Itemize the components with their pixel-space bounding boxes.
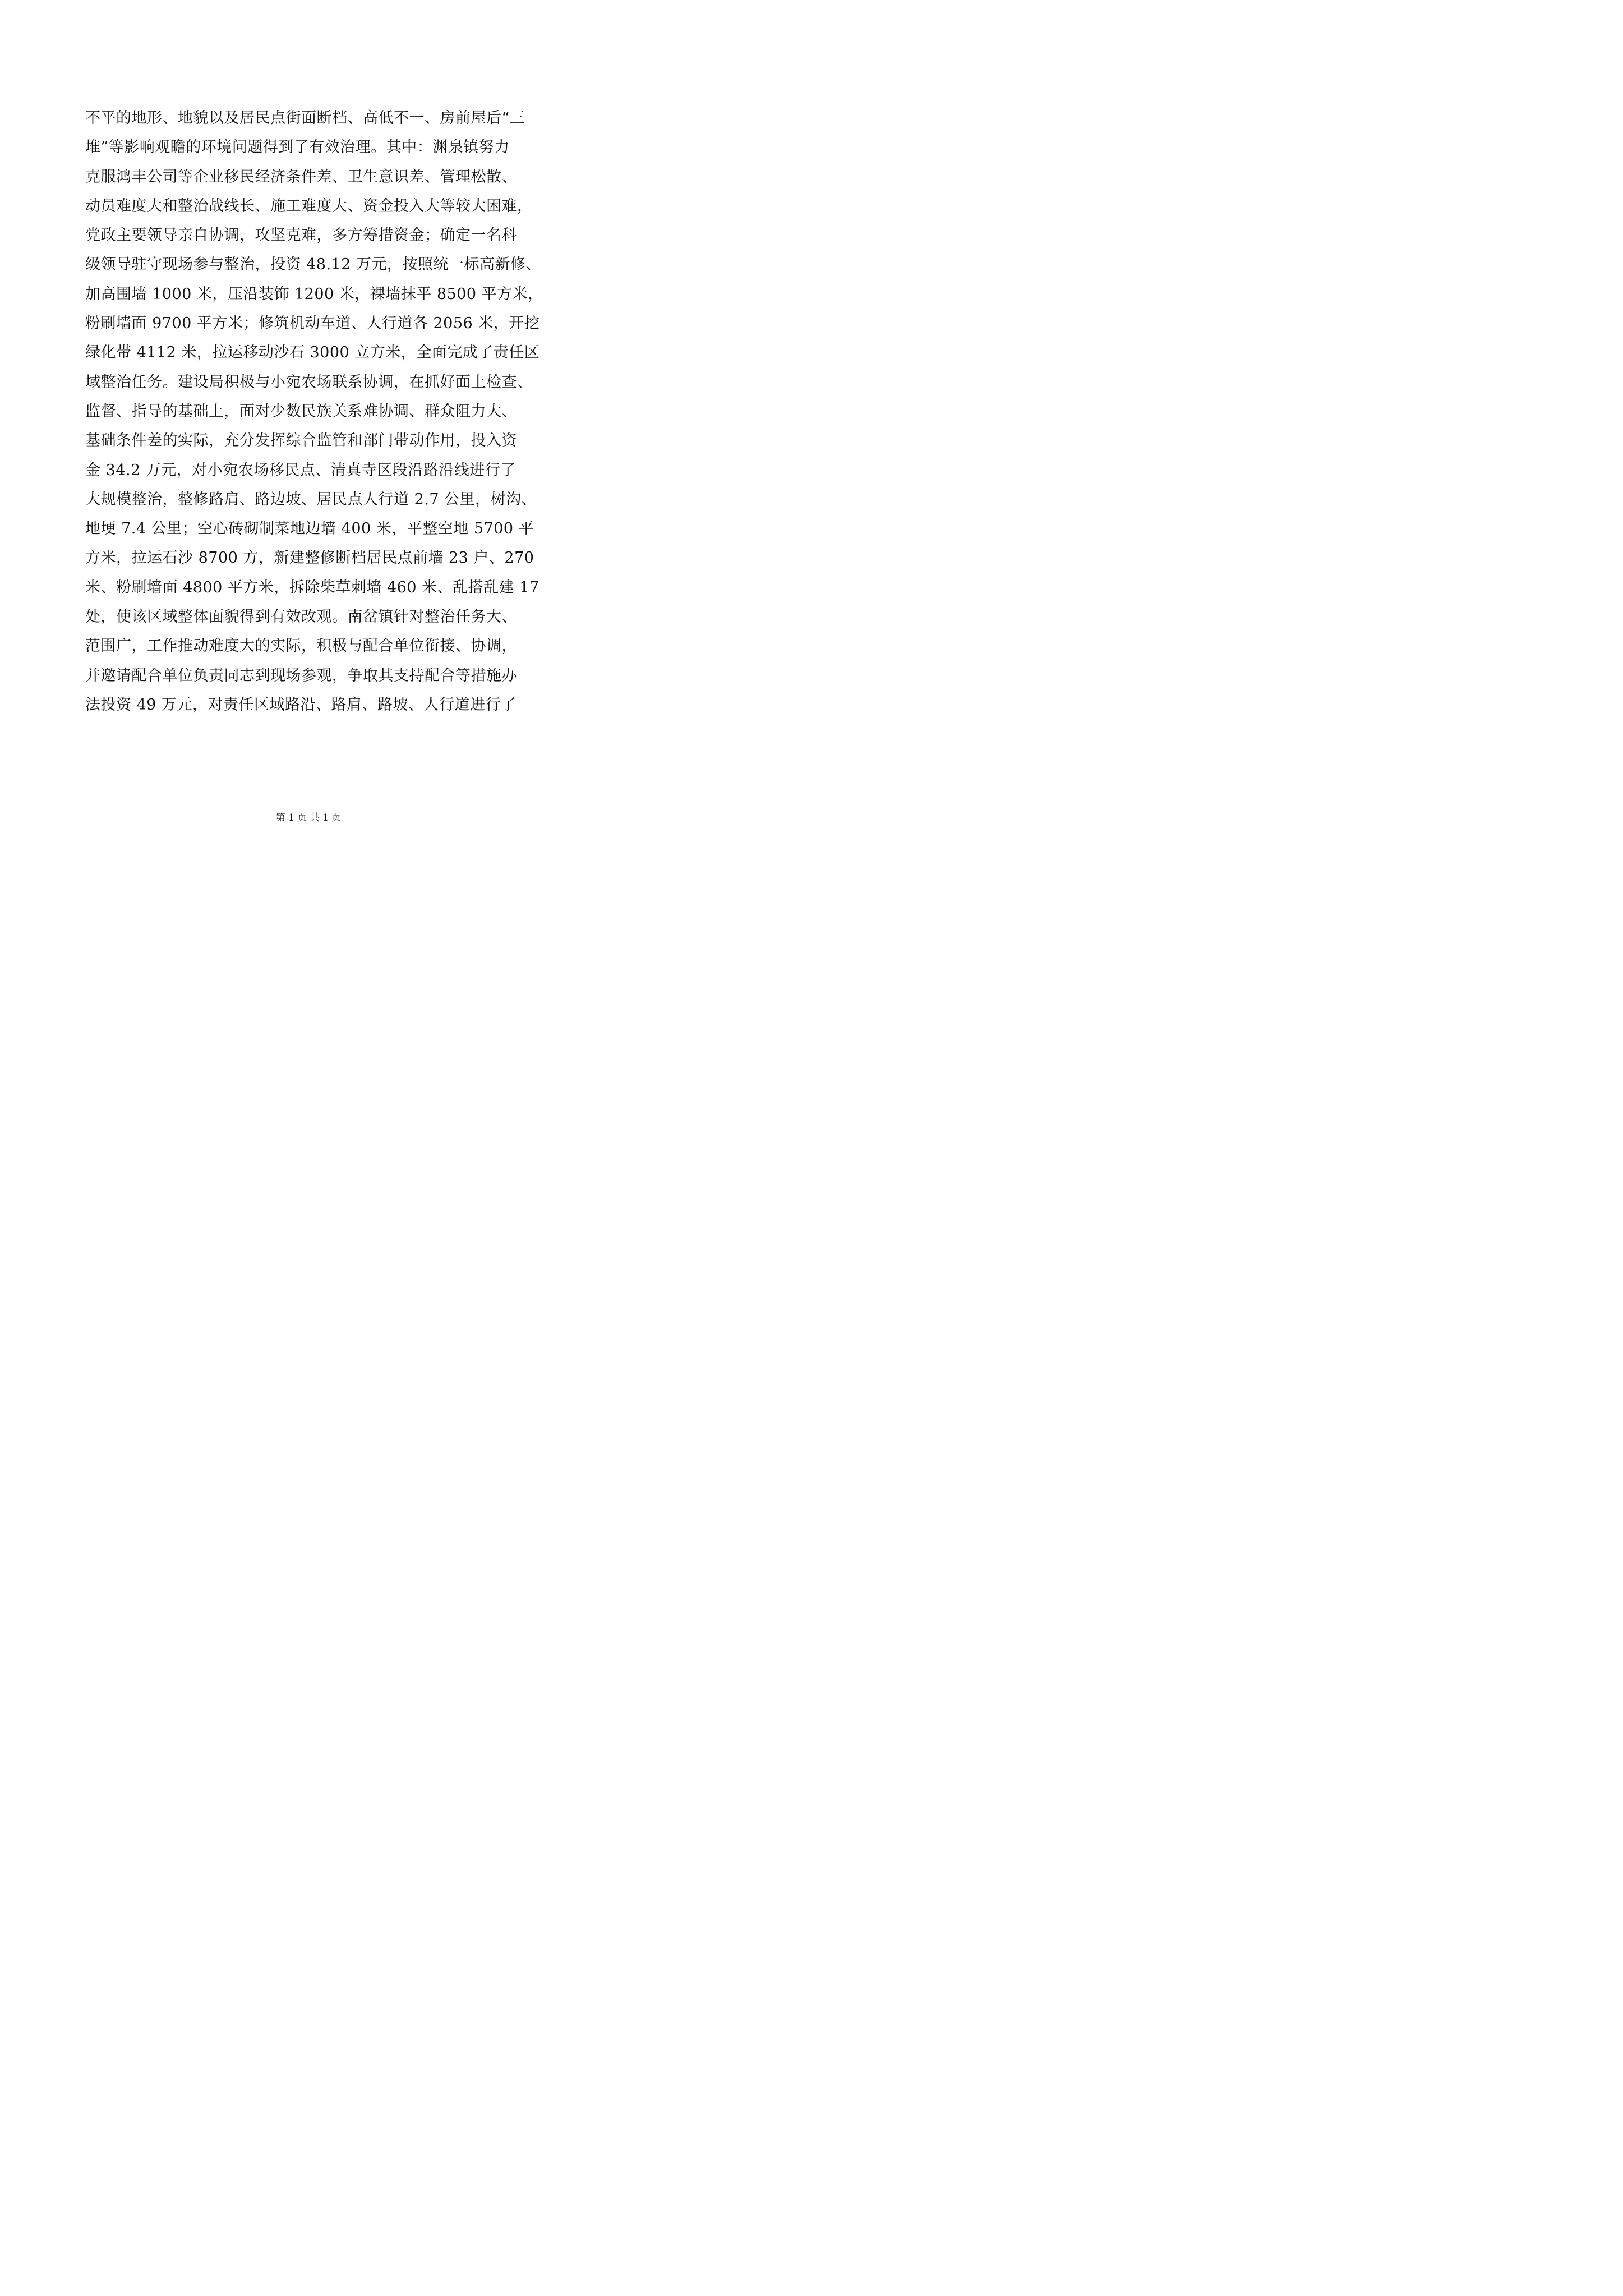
body-paragraph <box>85 104 556 720</box>
text-line: 堆”等影响观瞻的环境问题得到了有效治理。其中：渊泉镇努力 <box>85 139 510 157</box>
text-line: 监督、指导的基础上，面对少数民族关系难协调、群众阻力大、 <box>85 402 517 420</box>
text-line: 基础条件差的实际，充分发挥综合监管和部门带动作用，投入资 <box>85 432 517 450</box>
text-line: 绿化带 4112 米，拉运移动沙石 3000 立方米，全面完成了责任区 <box>85 344 540 362</box>
text-line: 动员难度大和整治战线长、施工难度大、资金投入大等较大困难， <box>85 197 533 215</box>
text-line: 不平的地形、地貌以及居民点街面断档、高低不一、房前屋后“三 <box>85 109 525 127</box>
text-line: 方米，拉运石沙 8700 方，新建整修断档居民点前墙 23 户、270 <box>85 549 534 567</box>
text-line: 地埂 7.4 公里；空心砖砌制菜地边墙 400 米，平整空地 5700 平 <box>85 520 534 538</box>
text-line: 级领导驻守现场参与整治，投资 48.12 万元，按照统一标高新修、 <box>85 256 541 274</box>
text-line: 范围广，工作推动难度大的实际，积极与配合单位衔接、协调， <box>85 637 517 655</box>
text-line: 粉刷墙面 9700 平方米；修筑机动车道、人行道各 2056 米，开挖 <box>85 315 540 333</box>
text-line: 党政主要领导亲自协调，攻坚克难，多方筹措资金；确定一名科 <box>85 227 517 245</box>
page-footer: 第 1 页 共 1 页 <box>275 812 342 823</box>
text-line: 法投资 49 万元，对责任区域路沿、路肩、路坡、人行道进行了 <box>85 696 517 714</box>
text-line: 克服鸿丰公司等企业移民经济条件差、卫生意识差、管理松散、 <box>85 168 517 186</box>
document-page <box>0 0 617 873</box>
text-line: 处，使该区域整体面貌得到有效改观。南岔镇针对整治任务大、 <box>85 608 517 626</box>
text-line: 大规模整治，整修路肩、路边坡、居民点人行道 2.7 公里，树沟、 <box>85 490 537 508</box>
text-line: 加高围墙 1000 米，压沿装饰 1200 米，裸墙抹平 8500 平方米， <box>85 285 543 303</box>
text-line: 域整治任务。建设局积极与小宛农场联系协调，在抓好面上检查、 <box>85 373 533 391</box>
text-line: 金 34.2 万元，对小宛农场移民点、清真寺区段沿路沿线进行了 <box>85 461 516 479</box>
text-line: 并邀请配合单位负责同志到现场参观，争取其支持配合等措施办 <box>85 666 517 684</box>
text-line: 米、粉刷墙面 4800 平方米，拆除柴草刺墙 460 米、乱搭乱建 17 <box>85 578 540 596</box>
